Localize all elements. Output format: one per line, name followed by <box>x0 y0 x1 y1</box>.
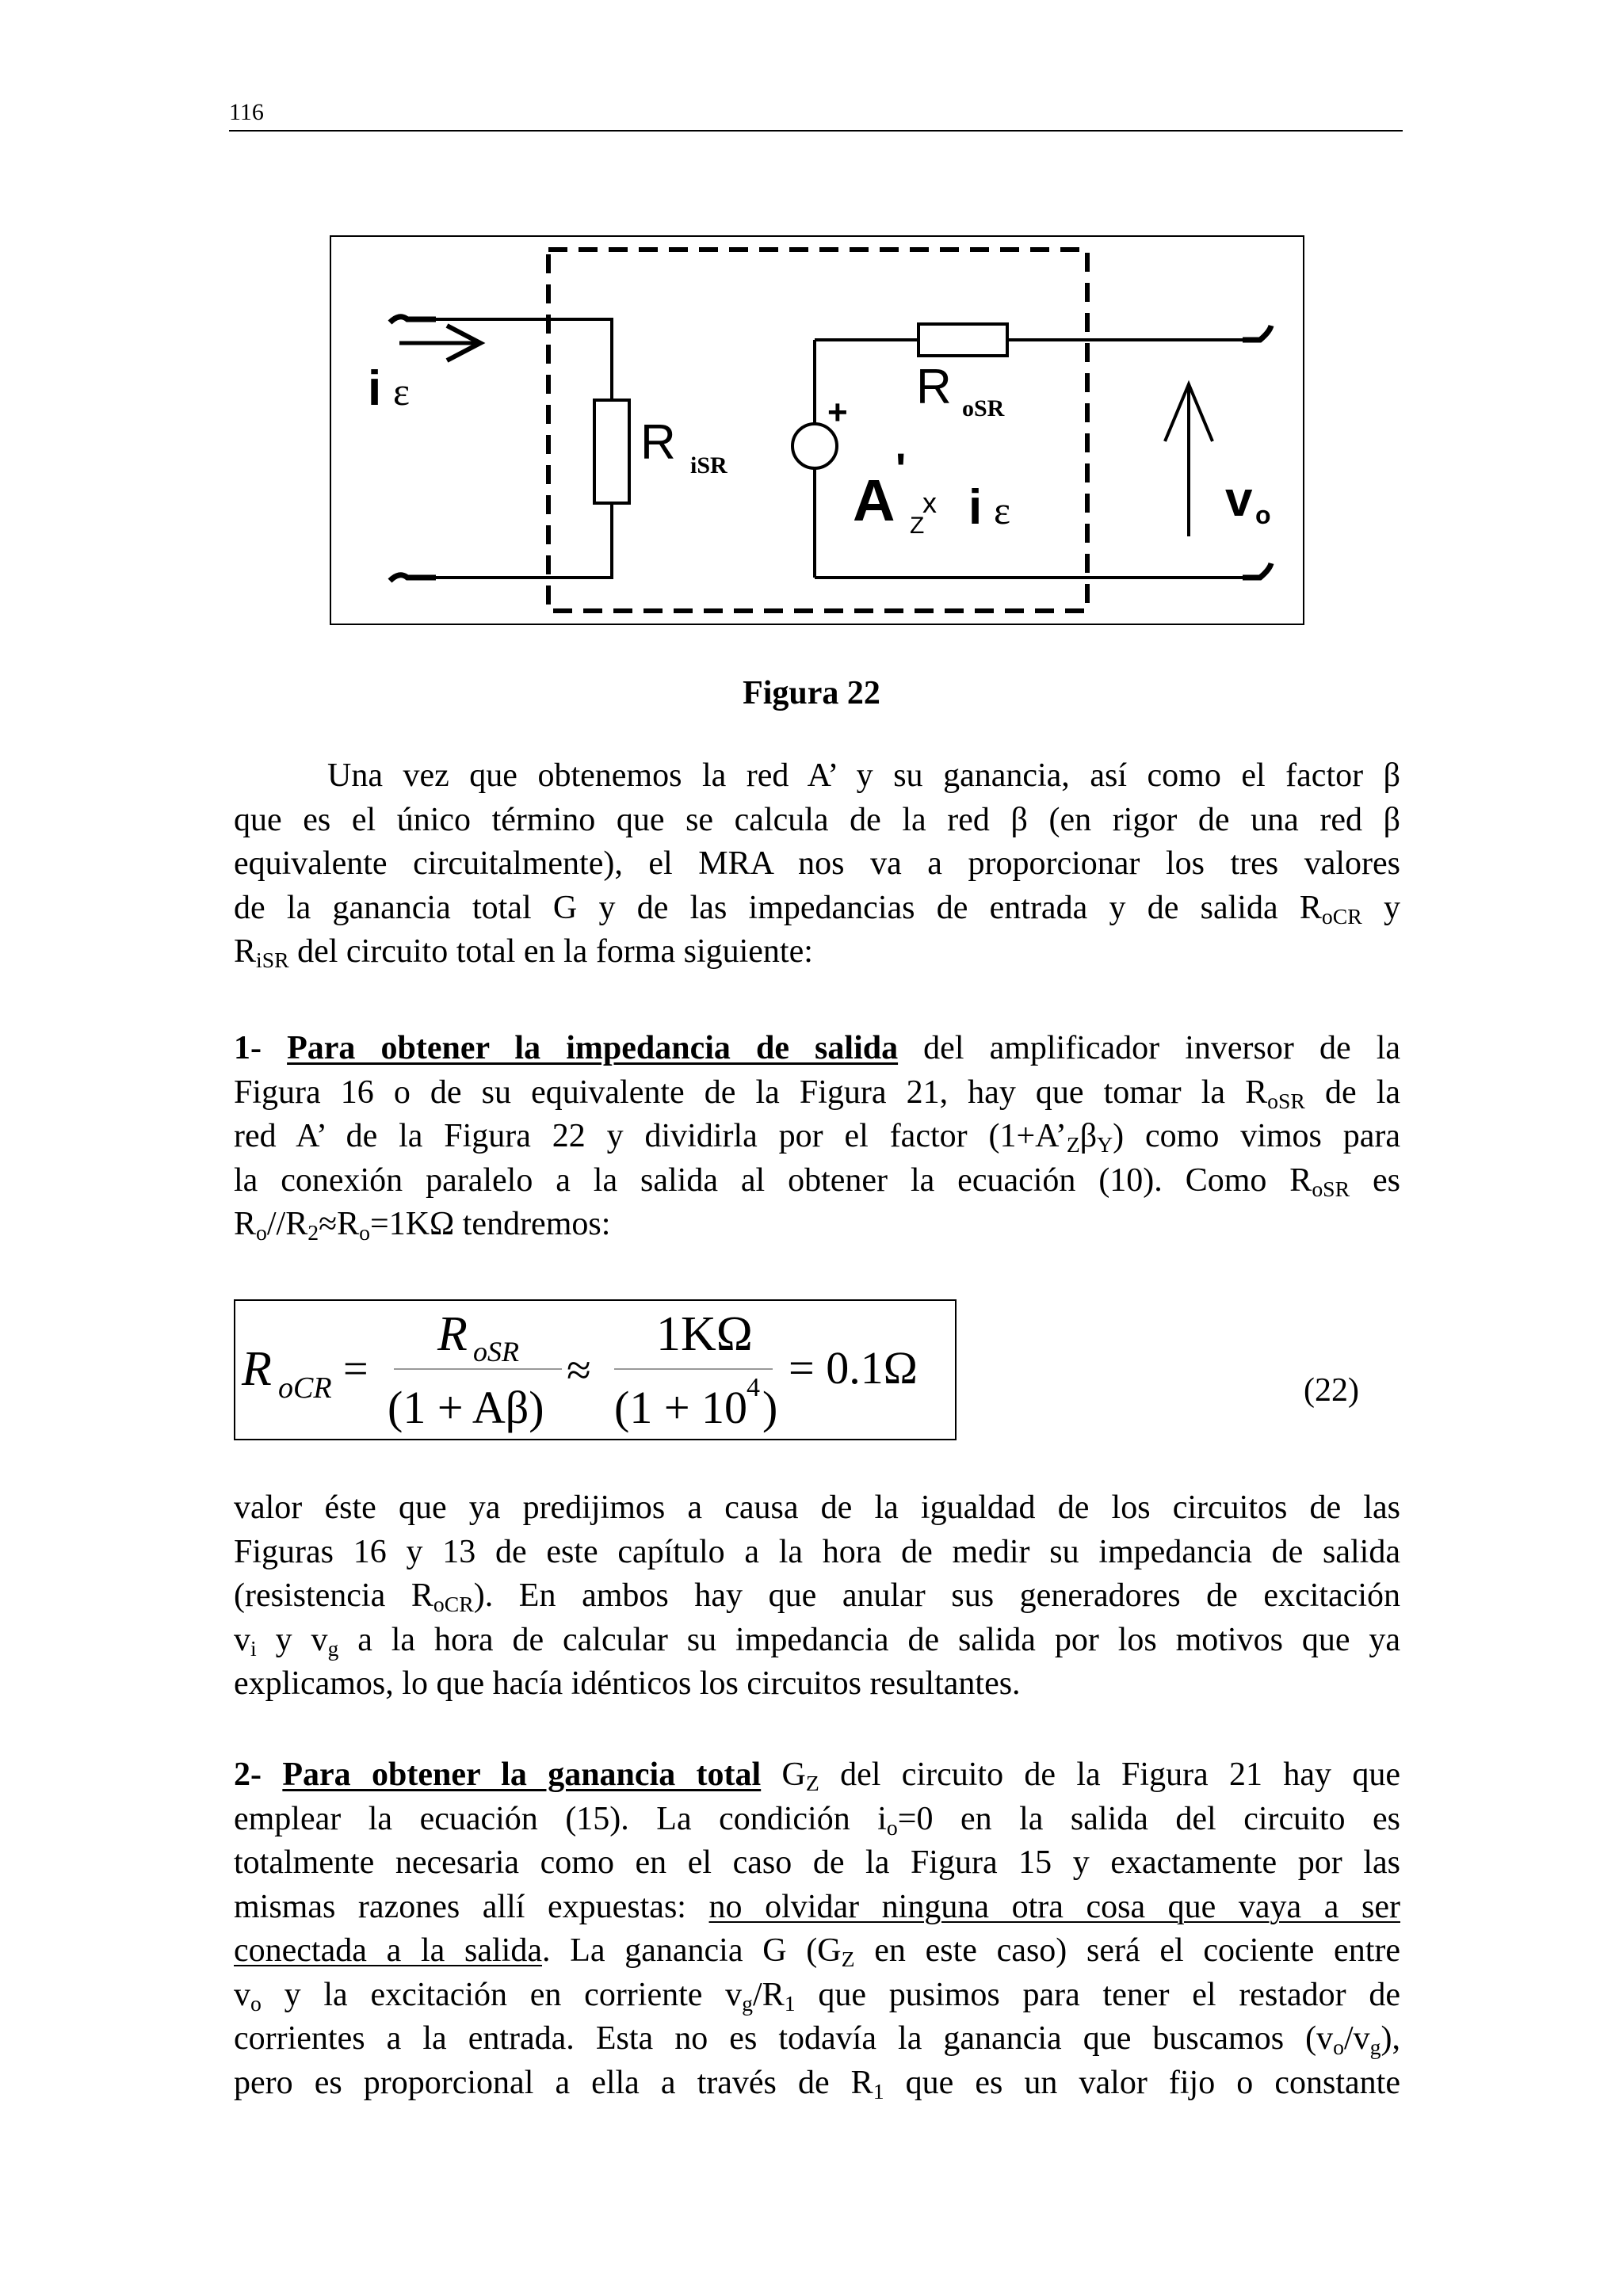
text-line: Figuras 16 y 13 de este capítulo a la hora de medir su impedancia de salida <box>234 1533 1400 1570</box>
input-wire-bottom <box>436 503 612 578</box>
section-heading: Para obtener la ganancia total <box>282 1756 762 1793</box>
text-line: $v_i$ y $v_g$ a la hora de calcular su impedancia de salida por los motivos que ya <box>234 1621 1401 1661</box>
text-line: valor éste que ya predijimos a causa de la igualdad de los circuitos de las <box>234 1489 1400 1526</box>
eq-result: = 0.1Ω <box>789 1342 918 1394</box>
input-resistor-label: R <box>640 415 676 470</box>
output-resistor <box>918 324 1007 356</box>
text-line: la conexión paralelo a la salida al obtener la ecuación (10). Como $R_{oSR}$ es <box>234 1161 1400 1201</box>
eq-lhs: R <box>242 1342 272 1396</box>
output-voltage-subscript: o <box>1255 501 1271 529</box>
gain-current-label: i <box>968 480 983 535</box>
text-line: $R_{iSR}$ del circuito total en la forma siguiente: <box>234 933 813 972</box>
page-number: 116 <box>229 99 264 125</box>
output-resistor-subscript: oSR <box>962 395 1005 421</box>
paragraph-intro <box>234 754 1400 974</box>
header-rule <box>229 130 1403 132</box>
input-current-epsilon: ε <box>393 369 410 414</box>
text-line: conectada a la salida. La ganancia G ($G_Z$ en este caso) será el cociente entre <box>234 1932 1400 1971</box>
text-line: $R_o//R_2\approx R_o=1K\Omega$ tendremos: <box>234 1206 611 1245</box>
text-line: 2- Para obtener la ganancia total $G_Z$ del circuito de la Figura 21 hay que <box>234 1756 1400 1795</box>
eq-lhs-subscript: oCR <box>278 1371 332 1405</box>
input-current-label: i <box>368 361 382 416</box>
section-heading: Para obtener la impedancia de salida <box>287 1030 899 1066</box>
text-line: que es el único término que se calcula de la red β (en rigor de una red β <box>234 801 1400 838</box>
gain-label: A <box>853 467 896 533</box>
eq-den2-superscript: 4 <box>747 1373 760 1402</box>
eq-approx: ≈ <box>567 1346 591 1395</box>
equation-svg <box>235 1301 955 1439</box>
input-terminal-bottom <box>390 575 436 581</box>
gain-prime: ' <box>896 444 907 494</box>
paragraph-explanation <box>234 1486 1400 1707</box>
eq-num2: 1KΩ <box>656 1307 753 1361</box>
text-line: totalmente necesaria como en el caso de la Figura 15 y exactamente por las <box>234 1844 1400 1881</box>
text-line: emplear la ecuación (15). La condición $i_o=0$ en la salida del circuito es <box>234 1800 1400 1840</box>
gain-current-epsilon: ε <box>994 488 1010 532</box>
source-plus-sign: + <box>827 393 848 432</box>
text-line: corrientes a la entrada. Esta no es todavía la ganancia que buscamos $(v_o/v_g)$, <box>234 2020 1400 2059</box>
output-terminal-bottom <box>1243 563 1271 578</box>
gain-subscript: Z <box>910 513 925 539</box>
eq-den2: (1 + 10 <box>614 1382 748 1433</box>
text-line: $v_o$ y la excitación en corriente $v_g/R_1$ que pusimos para tener el restador de <box>234 1976 1400 2016</box>
paragraph-total-gain <box>234 1753 1400 2105</box>
input-resistor-subscript: iSR <box>690 452 727 479</box>
input-terminal-top <box>390 317 436 322</box>
text-line: equivalente circuitalmente), el MRA nos va a proporcionar los tres valores <box>234 845 1400 882</box>
output-voltage-label: v <box>1225 472 1253 527</box>
text-line: de la ganancia total G y de las impedancias de entrada y de salida $R_{oCR}$ y <box>234 889 1400 929</box>
output-terminal-top <box>1243 326 1271 340</box>
eq-num1: R <box>437 1307 468 1361</box>
text-line: red A’ de la Figura 22 y dividirla por el factor $(1+A’_Z\beta_Y)$ como vimos para <box>234 1118 1401 1157</box>
paragraph-output-impedance <box>234 1027 1400 1247</box>
figure-caption: Figura 22 <box>743 675 880 711</box>
output-resistor-label: R <box>916 360 952 414</box>
eq-den2-close: ) <box>762 1382 778 1433</box>
circuit-diagram <box>331 237 1303 624</box>
equation-box <box>234 1299 957 1440</box>
text-line: explicamos, lo que hacía idénticos los circuitos resultantes. <box>234 1665 1021 1702</box>
eq-den1: (1 + Aβ) <box>388 1382 544 1433</box>
text-line: Una vez que obtenemos la red A’ y su ganancia, así como el factor β <box>327 757 1400 794</box>
text-line: (resistencia $R_{oCR}$). En ambos hay que anular sus generadores de excitación <box>234 1577 1400 1616</box>
underlined-phrase: conectada a la salida <box>234 1932 542 1969</box>
eq-num1-subscript: oSR <box>473 1336 519 1367</box>
equation-number: (22) <box>1304 1372 1359 1409</box>
text-line: mismas razones allí expuestas: no olvidar ninguna otra cosa que vaya a ser <box>234 1888 1400 1925</box>
text-line: 1- Para obtener la impedancia de salida del amplificador inversor de la <box>234 1030 1400 1066</box>
text-line: Figura 16 o de su equivalente de la Figura 21, hay que tomar la $R_{oSR}$ de la <box>234 1074 1400 1113</box>
times-sign: x <box>922 486 937 519</box>
eq-equals: = <box>343 1344 369 1394</box>
underlined-phrase: no olvidar ninguna otra cosa que vaya a ser <box>708 1888 1400 1925</box>
input-resistor <box>594 400 629 503</box>
text-line: pero es proporcional a ella a través de $R_1$ que es un valor fijo o constante <box>234 2064 1400 2103</box>
circuit-figure <box>330 235 1304 625</box>
